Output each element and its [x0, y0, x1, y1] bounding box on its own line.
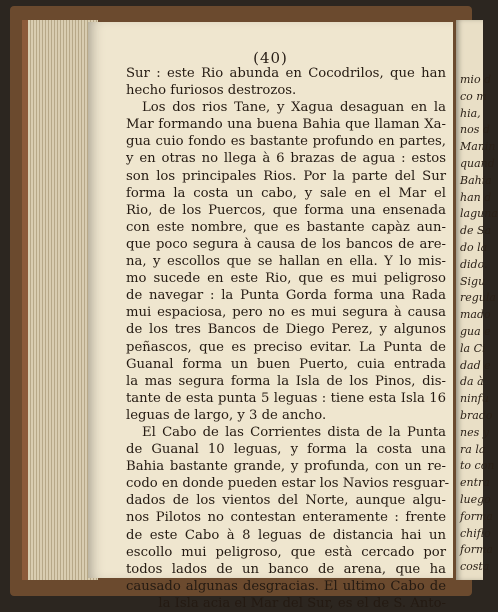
text-line: todos lados de un banco de arena, que ha [126, 561, 446, 577]
text-line: mui espaciosa, pero no es mui segura à causa [126, 305, 446, 321]
text-line: de los tres Bancos de Diego Perez, y algunos [126, 322, 446, 338]
neighbor-text-fragment: dad e [460, 358, 491, 372]
neighbor-text-fragment: Bahia [460, 173, 492, 187]
body-text [126, 65, 450, 612]
neighbor-text-fragment: chiflo [460, 526, 491, 540]
neighbor-text-fragment: ra la [460, 442, 486, 456]
neighbor-text-fragment: gua e [460, 325, 491, 338]
text-line: son los principales Rios. Por la parte del Sur [126, 168, 446, 184]
text-line: Bahia bastante grande, y profunda, con un re- [126, 459, 446, 475]
neighbor-text-fragment: forma [460, 509, 493, 523]
text-line: Rio, de los Puercos, que forma una ensenada [126, 202, 446, 218]
neighbor-text-fragment: han d [460, 190, 492, 204]
neighbor-text-fragment: forma [460, 543, 493, 557]
text-line: leguas de largo, y 3 de ancho. [126, 407, 327, 423]
neighbor-text-fragment: do la [460, 241, 488, 254]
neighbor-text-fragment: Manin [460, 140, 496, 154]
neighbor-text-fragment: nes y [460, 425, 489, 439]
text-line: codo en donde pueden estar los Navios resguar- [126, 476, 450, 492]
text-line: nos Pilotos no contestan enteramente : frente [126, 510, 446, 526]
neighbor-text-fragment: brado [460, 409, 493, 422]
neighbor-text-fragment: la Ci [460, 341, 486, 355]
neighbor-text-fragment: Sigu [460, 274, 486, 288]
text-line: gua cuio fondo es bastante profundo en partes, [126, 134, 446, 150]
neighbor-text-fragment: to con [460, 459, 495, 473]
neighbor-text-fragment: regula [460, 291, 496, 305]
text-line: dados de los vientos del Norte, aunque algu- [126, 493, 446, 509]
neighbor-text-fragment: da à [460, 375, 484, 389]
page-edges [22, 20, 98, 580]
text-line: escollo mui peligroso, que està cercado por [126, 544, 446, 560]
neighbor-text-fragment: dido. [460, 257, 488, 271]
text-line: de este Cabo à 8 leguas de distancia hai un [126, 527, 446, 543]
neighbor-text-fragment: laguna [460, 207, 498, 221]
text-line: la Isla acia el Mar del Sur, es el de S. Anto- [158, 595, 446, 611]
text-line: Mar formando una buena Bahia que llaman Xa- [126, 117, 446, 133]
page-number: (40) [253, 49, 288, 67]
text-line: forma la costa un cabo, y sale en el Mar el [126, 185, 446, 201]
text-line: Guanal forma un buen Puerto, cuia entrada [126, 356, 446, 372]
neighbor-text-fragment: entra [460, 476, 490, 490]
text-line: y en otras no llega à 6 brazas de agua : estos [126, 151, 446, 167]
neighbor-text-fragment: co m [460, 89, 487, 103]
text-line: que poco segura à causa de los bancos de are- [126, 236, 446, 252]
neighbor-text-fragment: costa [460, 560, 490, 574]
neighbor-text-fragment: mado [460, 308, 491, 322]
text-line: hecho furiosos destrozos. [126, 83, 297, 99]
neighbor-text-fragment: ninfu [460, 392, 489, 406]
text-line: de navegar : la Punta Gorda forma una Rada [126, 288, 446, 304]
text-line: Los dos rios Tane, y Xagua desaguan en la [142, 100, 446, 116]
text-line: Sur : este Rio abunda en Cocodrilos, que han [126, 66, 446, 81]
text-line: El Cabo de las Corrientes dista de la Punta [142, 424, 446, 440]
book-page [88, 22, 453, 611]
text-line: causado algunas desgracias. El ultimo Cabo de [126, 578, 446, 594]
text-line: peñascos, que es preciso evitar. La Punta de [126, 339, 446, 355]
neighbor-text-fragment: hia, [460, 106, 481, 120]
neighbor-text-fragment: nos d [460, 123, 490, 137]
text-line: con este nombre, que es bastante capàz aun- [126, 219, 446, 235]
text-line: la mas segura forma la Isla de los Pinos, dis- [126, 373, 446, 389]
neighbor-text-fragment: quand [460, 157, 495, 170]
text-line: na, y escollos que se hallan en ella. Y lo mis- [126, 254, 446, 270]
neighbor-text-fragment: mio d [460, 73, 492, 86]
neighbor-text-fragment: de Sa [460, 224, 492, 238]
adjacent-page [456, 20, 498, 580]
text-line: tante de esta punta 5 leguas : tiene esta Isla 16 [126, 390, 446, 406]
neighbor-text-fragment: luego [460, 493, 491, 506]
text-line: de Guanal 10 leguas, y forma la costa una [126, 442, 446, 458]
text-line: mo sucede en este Rio, que es mui peligroso [126, 271, 446, 287]
